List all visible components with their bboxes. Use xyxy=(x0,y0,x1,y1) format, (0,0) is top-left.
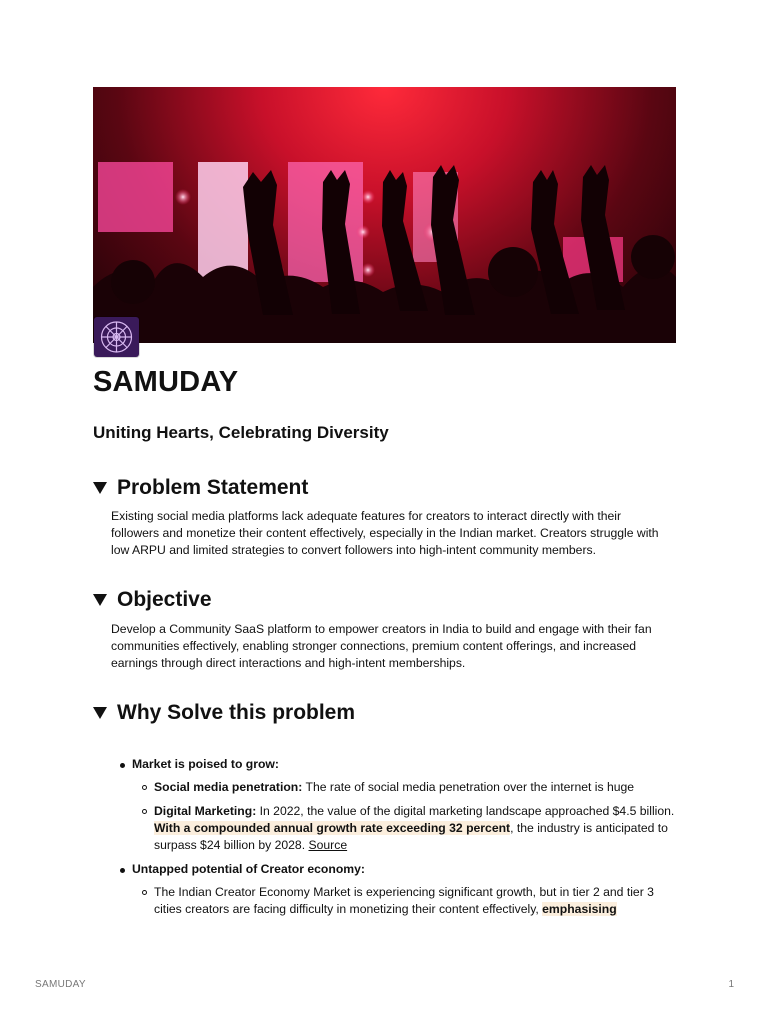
list-item-digital-marketing xyxy=(111,803,676,854)
highlighted-text: emphasising xyxy=(542,902,617,916)
objective-text: Develop a Community SaaS platform to empower creators in India to build and engage with their fan communities effectively, enabling stronger connections, premium content offerings, and increased earnings through direct interactions and high-intent memberships. xyxy=(111,622,652,670)
page-subtitle: Uniting Hearts, Celebrating Diversity xyxy=(93,423,389,442)
item-label: Digital Marketing: xyxy=(154,804,257,818)
section-heading-objective[interactable] xyxy=(93,588,212,612)
section-heading-label: Why Solve this problem xyxy=(117,701,356,724)
why-list xyxy=(111,756,676,925)
item-text: , the industry is anticipated to surpass $24 billion by 2028. xyxy=(154,821,668,852)
footer-page-number: 1 xyxy=(728,979,734,990)
list-item-untapped: Untapped potential of Creator economy: xyxy=(111,861,676,878)
page-title: SAMUDAY xyxy=(93,366,239,398)
item-text: The rate of social media penetration over the internet is huge xyxy=(302,780,635,794)
mandala-icon xyxy=(94,317,139,357)
section-heading-problem[interactable] xyxy=(93,476,308,500)
section-heading-label: Objective xyxy=(117,588,212,611)
problem-statement-text: Existing social media platforms lack adequate features for creators to interact directly with their followers and monetize their content effectively, especially in the Indian market. Creators struggle with low ARPU and limited strategies to convert followers into high-intent community members. xyxy=(111,509,659,557)
concert-crowd-illustration xyxy=(93,87,676,343)
list-item-creator-economy xyxy=(111,884,676,918)
section-heading-label: Problem Statement xyxy=(117,476,309,499)
list-item-market: Market is poised to grow: xyxy=(111,756,676,773)
triangle-down-icon[interactable] xyxy=(93,594,107,606)
section-heading-why[interactable] xyxy=(93,701,355,725)
footer-document-name: SAMUDAY xyxy=(35,979,86,990)
item-text: The Indian Creator Economy Market is experiencing significant growth, but in tier 2 and tier 3 cities creators are facing difficulty in monetizing their content effectively, xyxy=(154,885,654,916)
highlighted-text: With a compounded annual growth rate exceeding 32 percent xyxy=(154,821,511,835)
cover-image xyxy=(93,87,676,343)
item-text: In 2022, the value of the digital marketing landscape approached $4.5 billion. xyxy=(256,804,675,818)
item-label: Social media penetration: xyxy=(154,780,303,794)
list-item-social-media xyxy=(111,779,676,796)
triangle-down-icon[interactable] xyxy=(93,707,107,719)
triangle-down-icon[interactable] xyxy=(93,482,107,494)
source-link[interactable]: Source xyxy=(308,838,348,852)
